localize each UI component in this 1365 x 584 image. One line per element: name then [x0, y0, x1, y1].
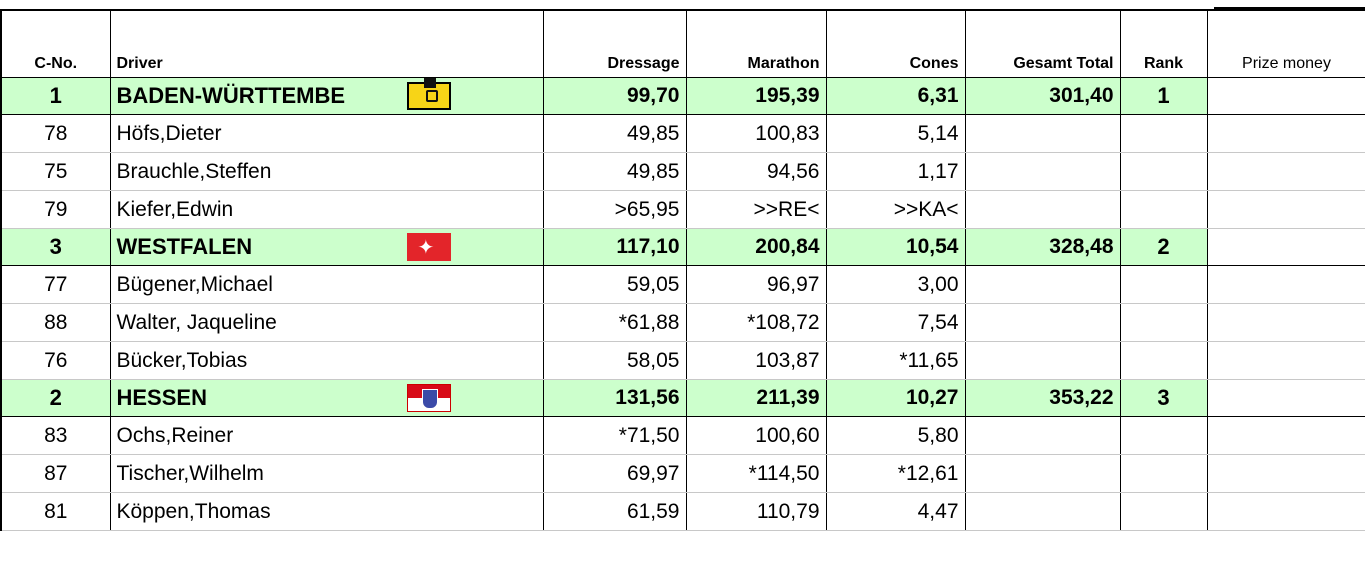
driver-total [965, 342, 1120, 380]
team-marathon: 195,39 [686, 78, 826, 115]
driver-c-no: 81 [1, 493, 110, 531]
driver-name: Bücker,Tobias [110, 342, 543, 380]
driver-row [1, 493, 1365, 531]
driver-marathon: 100,83 [686, 115, 826, 153]
team-name: HESSEN [116, 385, 207, 410]
driver-rank [1120, 304, 1207, 342]
driver-prize-money [1207, 153, 1365, 191]
driver-dressage: 69,97 [543, 455, 686, 493]
driver-total [965, 417, 1120, 455]
team-prize-money [1207, 229, 1365, 266]
results-table [0, 9, 1365, 531]
driver-marathon: *114,50 [686, 455, 826, 493]
driver-marathon: 110,79 [686, 493, 826, 531]
team-marathon: 211,39 [686, 380, 826, 417]
driver-c-no: 87 [1, 455, 110, 493]
driver-dressage: 58,05 [543, 342, 686, 380]
team-prize-money [1207, 380, 1365, 417]
team-name-cell [110, 229, 543, 266]
driver-name: Kiefer,Edwin [110, 191, 543, 229]
driver-dressage: 59,05 [543, 266, 686, 304]
driver-rank [1120, 342, 1207, 380]
driver-name: Walter, Jaqueline [110, 304, 543, 342]
driver-c-no: 79 [1, 191, 110, 229]
header-row [1, 9, 1365, 78]
team-rank: 1 [1120, 78, 1207, 115]
team-dressage: 99,70 [543, 78, 686, 115]
driver-prize-money [1207, 191, 1365, 229]
driver-total [965, 455, 1120, 493]
driver-name: Bügener,Michael [110, 266, 543, 304]
driver-c-no: 88 [1, 304, 110, 342]
header-rank: Rank [1120, 9, 1207, 78]
team-total: 301,40 [965, 78, 1120, 115]
driver-c-no: 78 [1, 115, 110, 153]
driver-row [1, 115, 1365, 153]
driver-total [965, 493, 1120, 531]
driver-total [965, 266, 1120, 304]
team-c-no: 2 [1, 380, 110, 417]
driver-prize-money [1207, 266, 1365, 304]
header-marathon: Marathon [686, 9, 826, 78]
driver-dressage: 49,85 [543, 115, 686, 153]
header-driver: Driver [110, 9, 543, 78]
driver-total [965, 304, 1120, 342]
driver-c-no: 83 [1, 417, 110, 455]
header-c-no: C-No. [1, 9, 110, 78]
driver-cones: 5,80 [826, 417, 965, 455]
driver-rank [1120, 191, 1207, 229]
team-name-cell [110, 380, 543, 417]
team-row [1, 229, 1365, 266]
team-rank: 2 [1120, 229, 1207, 266]
driver-rank [1120, 455, 1207, 493]
driver-cones: 5,14 [826, 115, 965, 153]
driver-cones: 1,17 [826, 153, 965, 191]
driver-c-no: 77 [1, 266, 110, 304]
driver-dressage: *61,88 [543, 304, 686, 342]
team-name: WESTFALEN [116, 234, 253, 259]
driver-marathon: 96,97 [686, 266, 826, 304]
driver-dressage: *71,50 [543, 417, 686, 455]
header-cones: Cones [826, 9, 965, 78]
driver-name: Tischer,Wilhelm [110, 455, 543, 493]
driver-name: Höfs,Dieter [110, 115, 543, 153]
driver-rank [1120, 493, 1207, 531]
driver-dressage: >65,95 [543, 191, 686, 229]
header-prize-money: Prize money [1207, 9, 1365, 78]
driver-total [965, 153, 1120, 191]
driver-row [1, 342, 1365, 380]
driver-prize-money [1207, 493, 1365, 531]
team-marathon: 200,84 [686, 229, 826, 266]
team-row [1, 78, 1365, 115]
driver-prize-money [1207, 304, 1365, 342]
driver-row [1, 304, 1365, 342]
driver-dressage: 61,59 [543, 493, 686, 531]
driver-row [1, 153, 1365, 191]
driver-prize-money [1207, 417, 1365, 455]
team-total: 353,22 [965, 380, 1120, 417]
team-cones: 10,54 [826, 229, 965, 266]
driver-cones: *12,61 [826, 455, 965, 493]
team-dressage: 117,10 [543, 229, 686, 266]
driver-cones: 4,47 [826, 493, 965, 531]
team-cones: 10,27 [826, 380, 965, 417]
driver-prize-money [1207, 455, 1365, 493]
driver-prize-money [1207, 342, 1365, 380]
driver-name: Ochs,Reiner [110, 417, 543, 455]
team-total: 328,48 [965, 229, 1120, 266]
driver-name: Köppen,Thomas [110, 493, 543, 531]
team-name: BADEN-WÜRTTEMBE [116, 83, 346, 108]
driver-row [1, 191, 1365, 229]
driver-prize-money [1207, 115, 1365, 153]
team-c-no: 3 [1, 229, 110, 266]
driver-rank [1120, 153, 1207, 191]
top-right-mark [1214, 0, 1365, 9]
team-cones: 6,31 [826, 78, 965, 115]
hessen-flag-icon [407, 384, 451, 412]
driver-c-no: 76 [1, 342, 110, 380]
driver-name: Brauchle,Steffen [110, 153, 543, 191]
driver-dressage: 49,85 [543, 153, 686, 191]
driver-row [1, 417, 1365, 455]
team-name-cell [110, 78, 543, 115]
driver-cones: >>KA< [826, 191, 965, 229]
driver-cones: *11,65 [826, 342, 965, 380]
header-total: Gesamt Total [965, 9, 1120, 78]
driver-marathon: 103,87 [686, 342, 826, 380]
driver-row [1, 266, 1365, 304]
driver-cones: 3,00 [826, 266, 965, 304]
driver-total [965, 191, 1120, 229]
team-row [1, 380, 1365, 417]
driver-marathon: 94,56 [686, 153, 826, 191]
driver-marathon: *108,72 [686, 304, 826, 342]
team-c-no: 1 [1, 78, 110, 115]
results-body [1, 78, 1365, 531]
driver-total [965, 115, 1120, 153]
driver-cones: 7,54 [826, 304, 965, 342]
driver-rank [1120, 417, 1207, 455]
westfalen-flag-icon [407, 233, 451, 261]
team-dressage: 131,56 [543, 380, 686, 417]
header-dressage: Dressage [543, 9, 686, 78]
driver-marathon: >>RE< [686, 191, 826, 229]
driver-rank [1120, 115, 1207, 153]
driver-rank [1120, 266, 1207, 304]
driver-marathon: 100,60 [686, 417, 826, 455]
baden-wuerttemberg-flag-icon [407, 82, 451, 110]
driver-row [1, 455, 1365, 493]
team-prize-money [1207, 78, 1365, 115]
driver-c-no: 75 [1, 153, 110, 191]
team-rank: 3 [1120, 380, 1207, 417]
